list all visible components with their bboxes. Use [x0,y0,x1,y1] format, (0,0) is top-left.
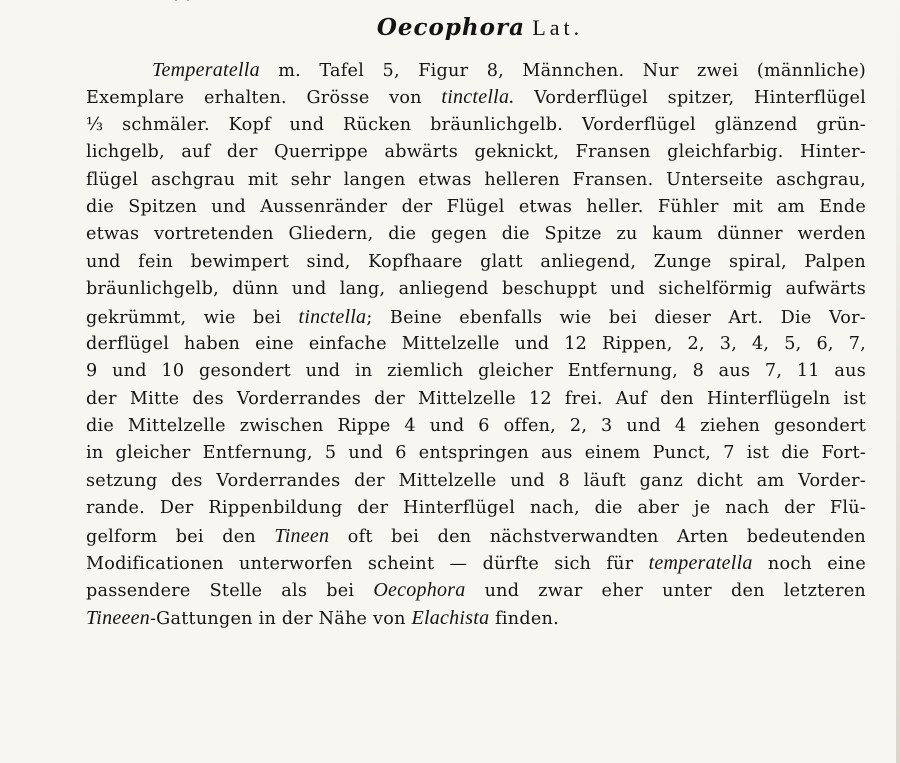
text-line [86,413,866,440]
text-line [86,577,866,604]
species-name: Tineeen [86,606,150,629]
text-line [86,112,866,139]
text-run: oft bei den nächstverwandten Arten bedeutenden [329,526,866,547]
text-run: flügel aschgrau mit sehr langen etwas helleren Fransen. Unterseite aschgrau, [86,169,866,190]
text-line [86,139,866,166]
text-run: setzung des Vorderrandes der Mittelzelle und 8 läuft ganz dicht am Vorder- [86,470,866,491]
text-run: etwas vortretenden Gliedern, die gegen die Spitze zu kaum dünner werden [86,224,866,245]
text-run: ⅓ schmäler. Kopf und Rücken bräunlichgelb. Vorderflügel glänzend grün- [86,114,866,135]
text-line [86,331,866,358]
page-edge-shadow [896,0,900,763]
text-line [86,386,866,413]
text-run: Vorderflügel spitzer, Hinterflügel [514,88,866,109]
text-run: finden. [489,608,559,629]
text-line [86,605,866,632]
text-line [86,221,866,248]
species-description [86,57,866,632]
text-run: ; Beine ebenfalls wie bei dieser Art. Die Vor- [366,307,866,328]
genus-author: Lat. [532,15,584,40]
text-line [86,167,866,194]
species-name: tinctella. [441,86,515,109]
text-run: die Spitzen und Aussenränder der Flügel etwas heller. Fühler mit am Ende [86,196,866,217]
text-run: 9 und 10 gesondert und in ziemlich gleicher Entfernung, 8 aus 7, 11 aus [86,361,866,382]
text-line [86,358,866,385]
text-run: in gleicher Entfernung, 5 und 6 entspringen aus einem Punct, 7 ist die Fort- [86,443,866,464]
species-name: Tineen [274,524,330,547]
text-run: die Mittelzelle zwischen Rippe 4 und 6 offen, 2, 3 und 4 ziehen gesondert [86,416,866,437]
text-run: -Gattungen in der Nähe von [149,608,412,629]
text-line [86,249,866,276]
text-run: gekrümmt, wie bei [86,307,299,328]
text-run: rande. Der Rippenbildung der Hinterflügel nach, die aber je nach der Flü- [86,498,866,519]
text-run: der Mitte des Vorderrandes der Mittelzelle 12 frei. Auf den Hinterflügeln ist [86,388,866,409]
text-line [86,523,866,550]
text-line [86,495,866,522]
text-line [86,440,866,467]
text-run: noch eine [752,554,866,575]
text-line [86,304,866,331]
text-run: derflügel haben eine einfache Mittelzelle und 12 Rippen, 2, 3, 4, 5, 6, 7, [86,333,866,354]
species-name: Elachista [411,606,490,629]
genus-name: Oecophora [376,14,526,41]
text-line [86,550,866,577]
text-line [86,276,866,303]
species-name: tinctella [298,305,367,328]
text-run: und zwar eher unter den letzteren [465,581,866,602]
section-heading [0,13,900,43]
species-name: Oecophora [373,579,466,602]
text-line [86,194,866,221]
text-line [86,84,866,111]
text-run: m. Tafel 5, Figur 8, Männchen. Nur zwei (männliche) [259,61,866,81]
text-run: bräunlichgelb, dünn und lang, anliegend beschuppt und sichelförmig aufwärts [86,279,866,300]
text-run: Modificationen unterworfen scheint — dürfte sich für [86,554,649,575]
text-run: lichgelb, auf der Querrippe abwärts geknickt, Fransen gleichfarbig. Hinter- [86,142,866,163]
text-run: und fein bewimpert sind, Kopfhaare glatt anliegend, Zunge spiral, Palpen [86,251,866,272]
text-line [86,468,866,495]
text-run: gelform bei den [86,526,275,547]
species-name: temperatella [648,552,753,575]
text-line [86,57,866,84]
species-name: Temperatella [152,59,260,81]
top-edge-marks [170,0,210,2]
text-run: Exemplare erhalten. Grösse von [86,88,442,109]
text-run: passendere Stelle als bei [86,581,374,602]
